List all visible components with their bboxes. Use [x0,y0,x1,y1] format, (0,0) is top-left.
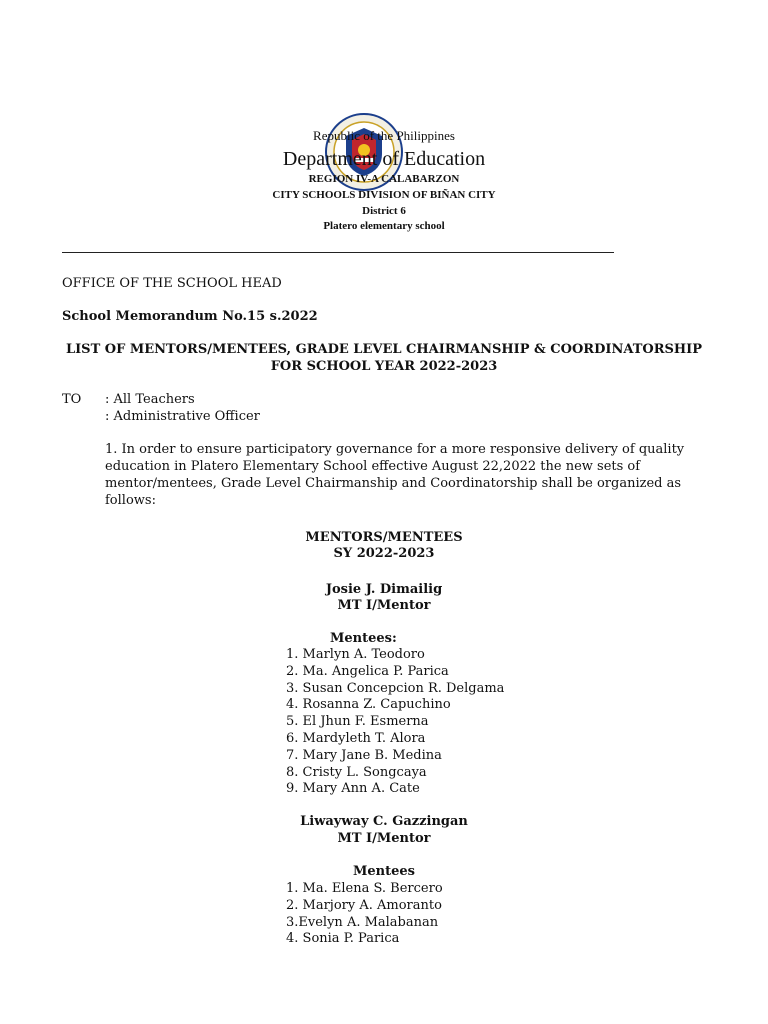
subject-line-2: FOR SCHOOL YEAR 2022-2023 [270,359,498,374]
mentor-2-name: Liwayway C. Gazzingan [300,814,468,829]
mentee-item: 6. Mardyleth T. Alora [286,730,426,746]
mentee-item: 8. Cristy L. Songcaya [286,764,427,780]
recipient-2: : Administrative Officer [105,409,260,424]
memo-number: School Memorandum No.15 s.2022 [62,309,318,324]
letterhead-department: Department of Education [282,148,486,170]
mentee-item: 5. El Jhun F. Esmerna [286,714,429,730]
section-title: MENTORS/MENTEES [305,530,463,545]
mentee-item: 7. Mary Jane B. Medina [286,747,442,763]
letterhead-division: CITY SCHOOLS DIVISION OF BIÑAN CITY [272,189,496,201]
mentee-item: 1. Ma. Elena S. Bercero [286,881,443,896]
mentor-1-mentee-list [286,647,504,798]
mentee-item: 4. Rosanna Z. Capuchino [286,697,451,713]
mentee-item: 2. Ma. Angelica P. Parica [286,663,449,679]
recipient-1: : All Teachers [105,392,195,407]
mentor-2-mentee-list [286,881,443,948]
mentee-item: 4. Sonia P. Parica [286,931,400,947]
letterhead-region: REGION IV-A CALABARZON [308,173,460,185]
to-label: TO [62,392,82,407]
mentor-1-mentees-label: Mentees: [330,631,397,646]
mentor-2-position: MT I/Mentor [337,831,431,846]
mentor-1-name: Josie J. Dimailig [325,582,443,597]
letterhead-school: Platero elementary school [323,220,445,232]
mentor-1-position: MT I/Mentor [337,598,431,613]
mentee-item: 1. Marlyn A. Teodoro [286,647,425,662]
mentee-item: 3.Evelyn A. Malabanan [286,914,439,930]
letterhead-district: District 6 [362,205,406,217]
subject-line-1: LIST OF MENTORS/MENTEES, GRADE LEVEL CHAIRMANSHIP & COORDINATORSHIP [65,342,703,357]
letterhead-republic: Republic of the Philippines [313,128,455,143]
office-heading: OFFICE OF THE SCHOOL HEAD [62,276,282,291]
section-school-year: SY 2022-2023 [333,546,435,561]
mentee-item: 3. Susan Concepcion R. Delgama [286,680,505,696]
mentee-item: 9. Mary Ann A. Cate [286,781,420,797]
paragraph-1: 1. In order to ensure participatory governance for a more responsive delivery of quality education in Platero Elementary School effective August 22,2022 the new sets of mentor/mentees, Grade Level Chairmanship and Coordinatorship shall be organized as follows: [105,442,685,508]
mentee-item: 2. Marjory A. Amoranto [286,897,442,913]
mentor-2-mentees-label: Mentees [353,864,415,879]
header-divider [62,252,614,253]
